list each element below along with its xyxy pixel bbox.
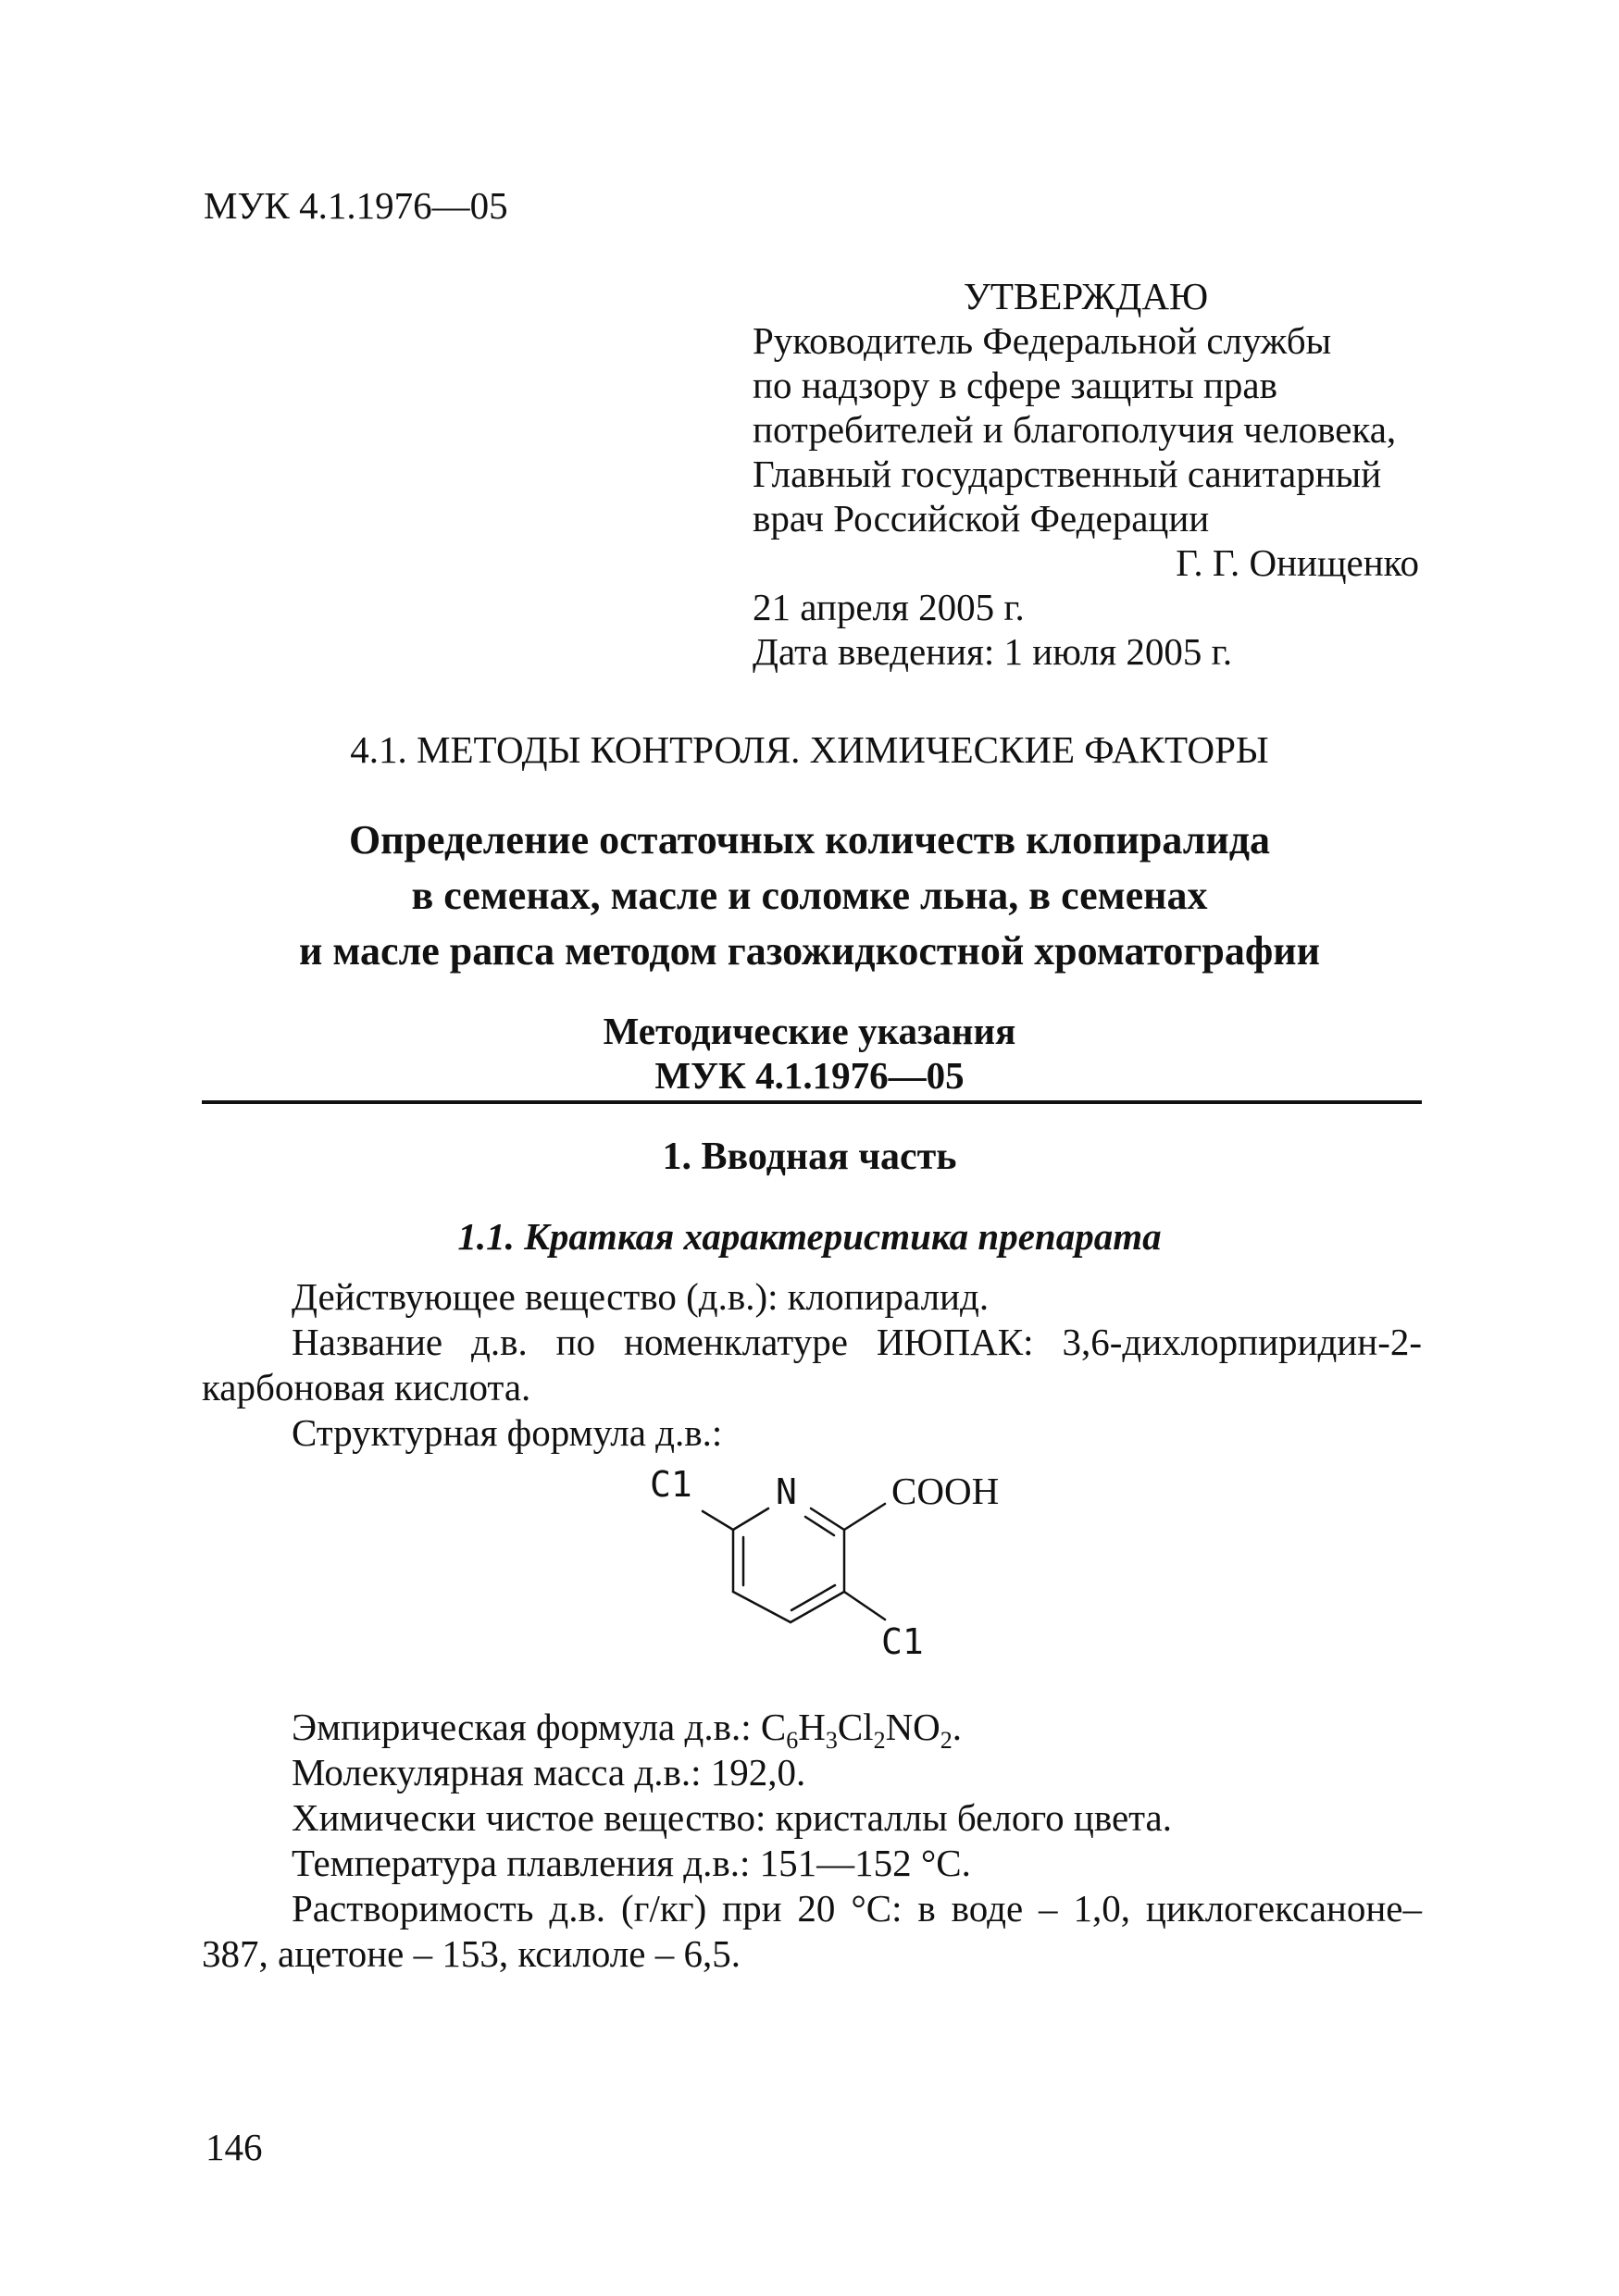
title-line: и масле рапса методом газожидкостной хроматографии [299, 928, 1320, 974]
iupac-name-text-cont: карбоновая кислота. [202, 1366, 531, 1409]
page-number: 146 [205, 2126, 263, 2168]
approval-line: Руководитель Федеральной службы [753, 319, 1332, 362]
subtitle-line: МУК 4.1.1976—05 [654, 1054, 965, 1097]
document-code: МУК 4.1.1976—05 [204, 184, 508, 227]
title-rule [202, 1100, 1422, 1104]
pure-substance-text: Химически чистое вещество: кристаллы белого цвета. [292, 1796, 1173, 1839]
structural-formula-label: Структурная формула д.в.: [292, 1411, 723, 1454]
cl-atom-label: C1 [881, 1621, 924, 1661]
subsection-heading: 1.1. Краткая характеристика препарата [457, 1215, 1162, 1258]
solubility-text: Растворимость д.в. (г/кг) при 20 °С: в воде – 1,0, циклогексаноне– [292, 1887, 1422, 1930]
bond-c2-cooh [844, 1504, 885, 1530]
empirical-formula-value: $C_6H_3Cl_2NO_2$. [760, 1706, 963, 1755]
approval-block [753, 274, 1419, 674]
subtitle-line: Методические указания [603, 1010, 1016, 1052]
bond-c6-n [733, 1508, 768, 1530]
n-atom-label: N [776, 1471, 797, 1512]
approval-line: потребителей и благополучия человека, [753, 408, 1397, 451]
bond-c3-cl [844, 1592, 885, 1620]
cooh-group-label: COOH [891, 1470, 1000, 1512]
chapter-heading: 1. Вводная часть [662, 1136, 957, 1178]
document-title [0, 813, 1619, 979]
approval-heading: УТВЕРЖДАЮ [963, 275, 1209, 317]
approver-name: Г. Г. Онищенко [1176, 541, 1419, 584]
bond-c6-cl [703, 1511, 733, 1530]
title-line: Определение остаточных количеств клопиралида [348, 817, 1271, 863]
effective-date: Дата введения: 1 июля 2005 г. [753, 630, 1233, 673]
double-bond-c3-c4 [791, 1585, 835, 1610]
empirical-formula-label: Эмпирическая формула д.в.: [292, 1706, 761, 1748]
structural-formula-diagram [629, 1439, 1037, 1661]
title-line: в семенах, масле и соломке льна, в семенах [411, 873, 1208, 918]
active-substance-text: Действующее вещество (д.в.): клопиралид. [292, 1275, 990, 1318]
molar-mass-text: Молекулярная масса д.в.: 192,0. [292, 1751, 806, 1793]
solubility-text-cont: 387, ацетоне – 153, ксилоле – 6,5. [202, 1932, 741, 1975]
cl-atom-label: C1 [650, 1464, 692, 1505]
melting-point-text: Температура плавления д.в.: 151—152 °С. [292, 1842, 971, 1884]
bond-c4-c5 [733, 1592, 791, 1622]
bond-n-c2 [811, 1508, 844, 1530]
section-heading: 4.1. МЕТОДЫ КОНТРОЛЯ. ХИМИЧЕСКИЕ ФАКТОРЫ [350, 728, 1269, 771]
approval-line: врач Российской Федерации [753, 497, 1210, 540]
approval-line: по надзору в сфере защиты прав [753, 364, 1277, 406]
document-subtitle [0, 1009, 1619, 1098]
approval-date: 21 апреля 2005 г. [753, 586, 1025, 628]
approval-line: Главный государственный санитарный [753, 453, 1382, 495]
iupac-name-text: Название д.в. по номенклатуре ИЮПАК: 3,6-дихлорпиридин-2- [292, 1321, 1422, 1363]
